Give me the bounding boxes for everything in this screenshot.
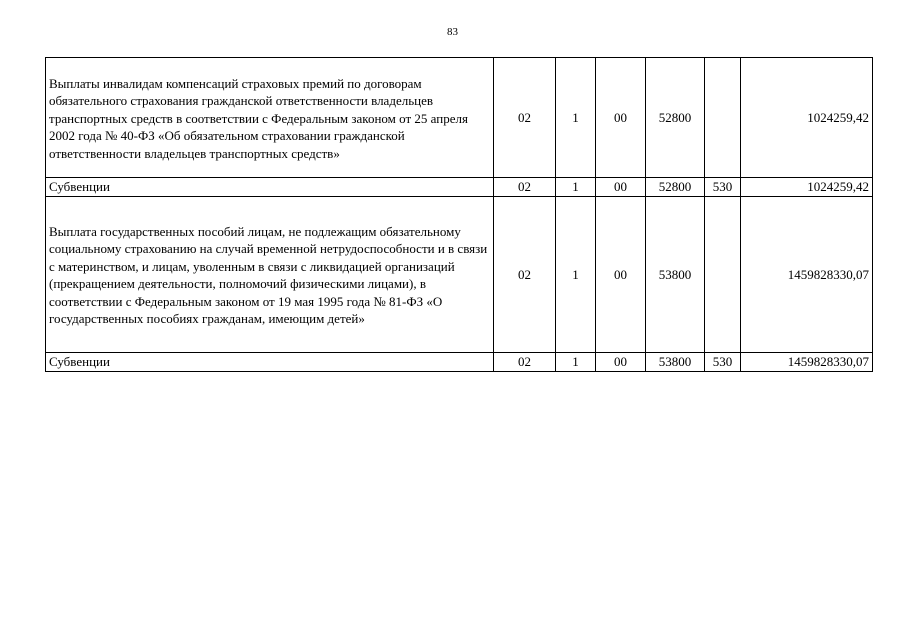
subprogram-code-cell: 00 [596, 178, 646, 197]
expense-name-cell: Выплата государственных пособий лицам, не подлежащим обязательному социальному страхованию на случай временной нетрудоспособности и в связи с материнством, и лицам, уволенным в связи с ликвидацией организаций (прекращением деятельности, полномочий физическими лицами), в соответствии с Федеральным законом от 19 мая 1995 года № 81-ФЗ «О государственных пособиях гражданам, имеющим детей» [46, 197, 494, 353]
amount-cell: 1459828330,07 [741, 197, 873, 353]
amount-cell: 1459828330,07 [741, 353, 873, 372]
amount-cell: 1024259,42 [741, 58, 873, 178]
expense-type-cell: 530 [705, 178, 741, 197]
program-code-cell: 1 [556, 178, 596, 197]
subprogram-code-cell: 00 [596, 353, 646, 372]
amount-cell: 1024259,42 [741, 178, 873, 197]
table-row [46, 178, 873, 197]
section-code-cell: 02 [494, 178, 556, 197]
expense-type-cell: 530 [705, 353, 741, 372]
budget-table [45, 57, 873, 372]
program-code-cell: 1 [556, 58, 596, 178]
section-code-cell: 02 [494, 197, 556, 353]
direction-code-cell: 53800 [646, 353, 705, 372]
expense-name-cell: Субвенции [46, 178, 494, 197]
direction-code-cell: 52800 [646, 178, 705, 197]
direction-code-cell: 52800 [646, 58, 705, 178]
expense-name-cell: Выплаты инвалидам компенсаций страховых премий по договорам обязательного страхования гражданской ответственности владельцев транспортных средств в соответствии с Федеральным законом от 25 апреля 2002 года № 40-ФЗ «Об обязательном страховании гражданской ответственности владельцев транспортных средств» [46, 58, 494, 178]
expense-name-cell: Субвенции [46, 353, 494, 372]
expense-type-cell [705, 197, 741, 353]
program-code-cell: 1 [556, 353, 596, 372]
expense-type-cell [705, 58, 741, 178]
page-number: 83 [447, 26, 458, 38]
table-row [46, 197, 873, 353]
table-row [46, 58, 873, 178]
program-code-cell: 1 [556, 197, 596, 353]
section-code-cell: 02 [494, 58, 556, 178]
section-code-cell: 02 [494, 353, 556, 372]
table-row [46, 353, 873, 372]
subprogram-code-cell: 00 [596, 197, 646, 353]
subprogram-code-cell: 00 [596, 58, 646, 178]
direction-code-cell: 53800 [646, 197, 705, 353]
